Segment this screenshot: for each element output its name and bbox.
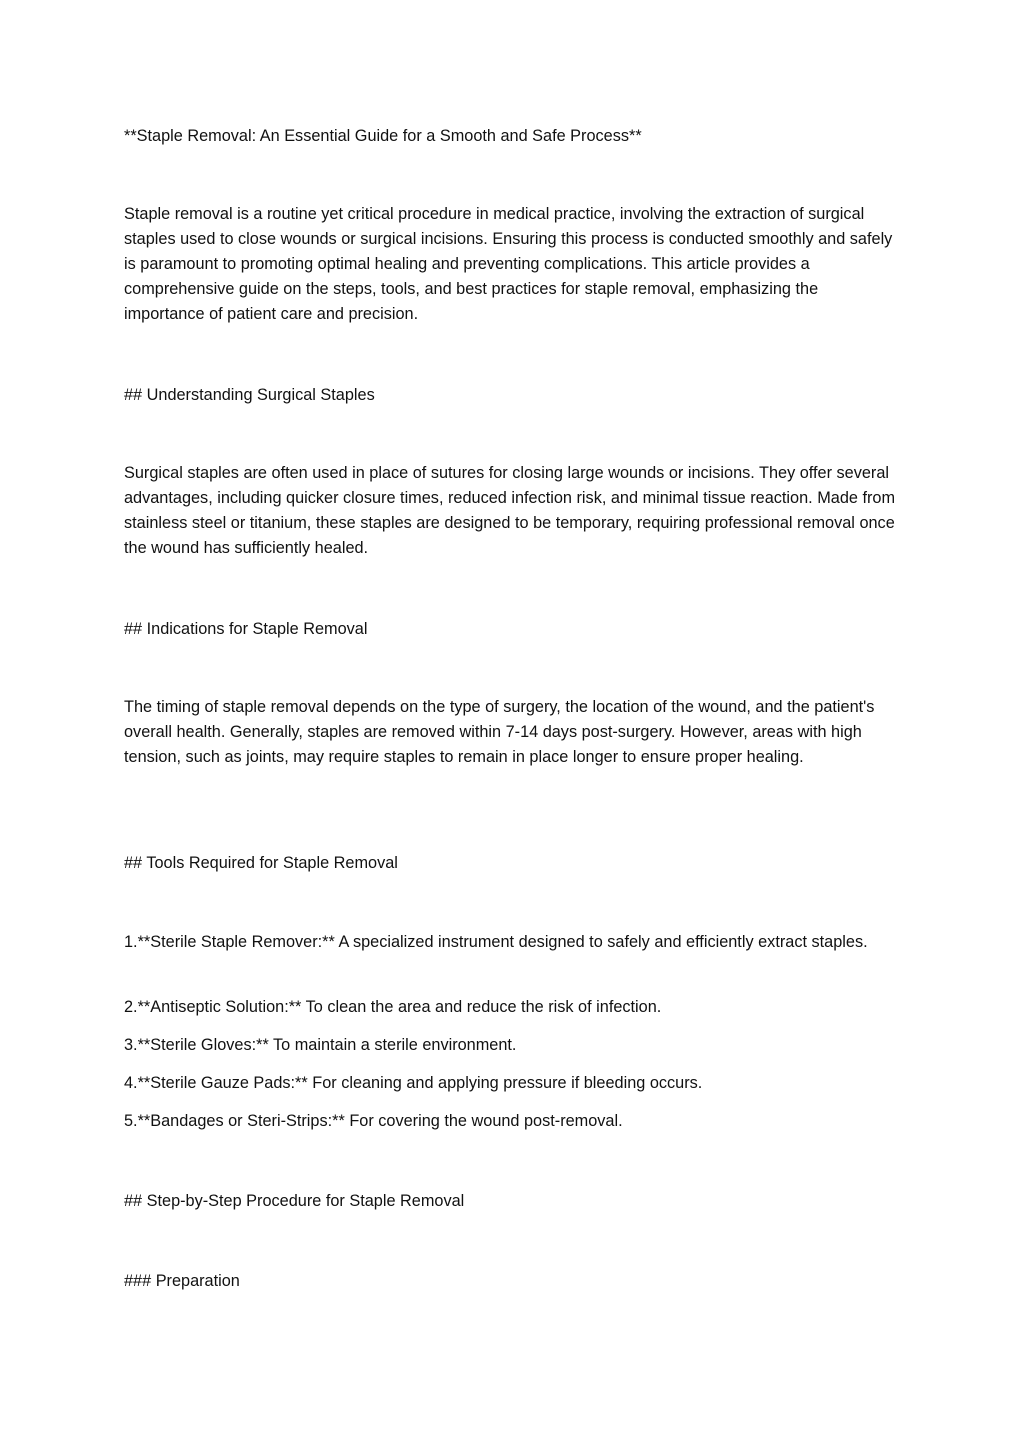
tool-list-item: 2.**Antiseptic Solution:** To clean the area and reduce the risk of infection.: [124, 998, 662, 1016]
tool-list-item: 4.**Sterile Gauze Pads:** For cleaning and applying pressure if bleeding occurs.: [124, 1074, 703, 1092]
section-body-indications: The timing of staple removal depends on the type of surgery, the location of the wound, and the patient's overall health. Generally, staples are removed within 7-14 days post-surgery. However, areas with high tension, such as joints, may require staples to remain in place longer to ensure proper healing.: [124, 698, 875, 766]
tool-list-item: 1.**Sterile Staple Remover:** A specialized instrument designed to safely and efficiently extract staples.: [124, 933, 868, 951]
intro-paragraph: Staple removal is a routine yet critical procedure in medical practice, involving the extraction of surgical staples used to close wounds or surgical incisions. Ensuring this process is conducted smoothly and safely is paramount to promoting optimal healing and preventing complications. This article provides a comprehensive guide on the steps, tools, and best practices for staple removal, emphasizing the importance of patient care and precision.: [124, 205, 893, 323]
section-heading-indications: ## Indications for Staple Removal: [124, 620, 368, 638]
document-title: **Staple Removal: An Essential Guide for a Smooth and Safe Process**: [124, 127, 642, 145]
section-heading-tools: ## Tools Required for Staple Removal: [124, 854, 398, 872]
section-body-understanding: Surgical staples are often used in place of sutures for closing large wounds or incisions. They offer several advantages, including quicker closure times, reduced infection risk, and minimal tissue reaction. Made from stainless steel or titanium, these staples are designed to be temporary, requiring professional removal once the wound has sufficiently healed.: [124, 464, 896, 557]
section-heading-procedure: ## Step-by-Step Procedure for Staple Removal: [124, 1192, 465, 1210]
subsection-heading-preparation: ### Preparation: [124, 1272, 240, 1290]
section-heading-understanding: ## Understanding Surgical Staples: [124, 386, 375, 404]
tool-list-item: 5.**Bandages or Steri-Strips:** For covering the wound post-removal.: [124, 1112, 623, 1130]
tool-list-item: 3.**Sterile Gloves:** To maintain a sterile environment.: [124, 1036, 517, 1054]
